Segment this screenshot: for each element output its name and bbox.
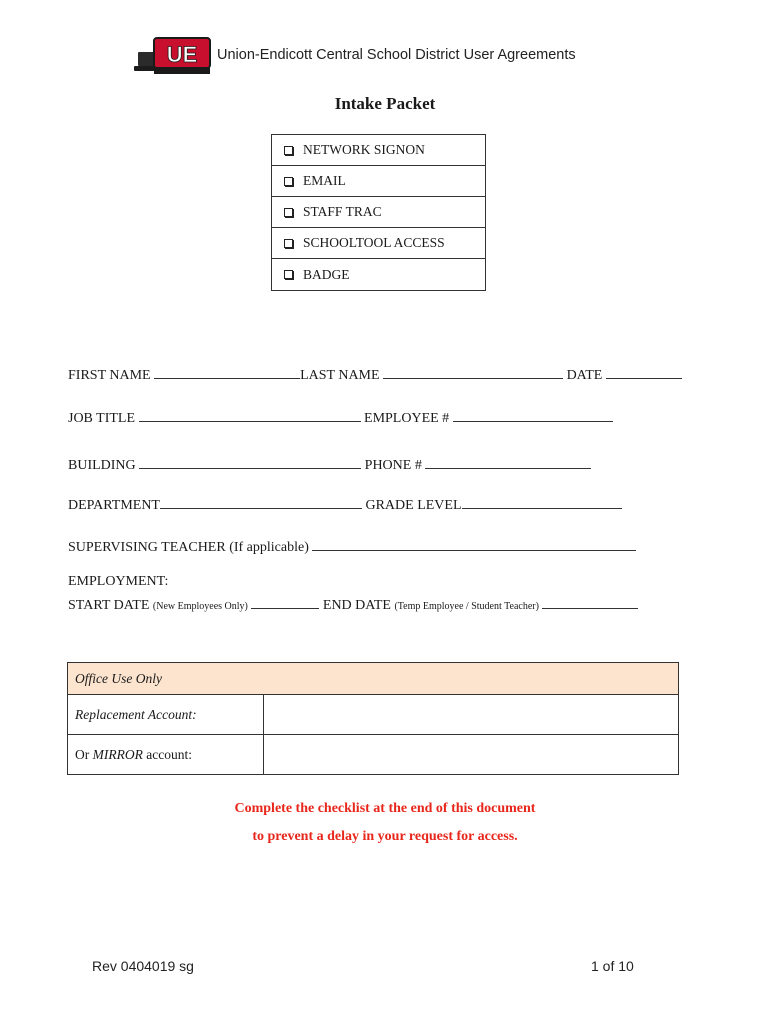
employment-dates-row <box>68 594 638 614</box>
access-checklist <box>271 134 486 291</box>
checkbox-icon[interactable] <box>284 208 293 217</box>
mirror-emphasis: MIRROR <box>92 746 143 762</box>
checklist-item-email[interactable] <box>272 166 485 197</box>
start-date-field[interactable] <box>251 594 319 609</box>
replacement-account-field[interactable] <box>264 695 679 735</box>
last-name-label: LAST NAME <box>300 368 380 383</box>
end-date-label: END DATE <box>322 598 391 613</box>
employee-number-field[interactable] <box>453 407 613 422</box>
job-title-label: JOB TITLE <box>68 411 136 426</box>
header-title: Union-Endicott Central School District User Agreements <box>217 47 576 63</box>
checkbox-icon[interactable] <box>284 177 293 186</box>
notice-line-1: Complete the checklist at the end of this document <box>234 801 536 816</box>
first-name-field[interactable] <box>154 364 300 379</box>
job-row <box>68 407 613 427</box>
checklist-item-badge[interactable] <box>272 259 485 290</box>
checklist-label: NETWORK SIGNON <box>303 142 425 157</box>
supervising-row <box>68 536 636 556</box>
job-title-field[interactable] <box>139 407 361 422</box>
phone-label: PHONE # <box>364 458 422 473</box>
office-use-header: Office Use Only <box>68 663 679 695</box>
employment-label: EMPLOYMENT: <box>68 574 169 589</box>
checklist-item-network-signon[interactable] <box>272 135 485 166</box>
checklist-item-staff-trac[interactable] <box>272 197 485 228</box>
employee-number-label: EMPLOYEE # <box>364 411 450 426</box>
notice-line-2: to prevent a delay in your request for access. <box>252 829 518 844</box>
building-label: BUILDING <box>68 458 136 473</box>
mirror-account-label <box>68 735 264 775</box>
name-date-row <box>68 364 682 384</box>
department-row <box>68 494 622 514</box>
first-name-label: FIRST NAME <box>68 368 151 383</box>
department-label: DEPARTMENT <box>68 498 160 513</box>
last-name-field[interactable] <box>383 364 563 379</box>
checkbox-icon[interactable] <box>284 239 293 248</box>
grade-level-field[interactable] <box>462 494 622 509</box>
page-number: 1 of 10 <box>591 958 634 974</box>
checklist-label: SCHOOLTOOL ACCESS <box>303 235 445 250</box>
grade-level-label: GRADE LEVEL <box>365 498 462 513</box>
supervising-teacher-field[interactable] <box>312 536 636 551</box>
phone-field[interactable] <box>425 454 591 469</box>
building-row <box>68 454 591 474</box>
district-logo <box>132 36 214 78</box>
checklist-label: EMAIL <box>303 173 346 188</box>
replacement-account-label: Replacement Account: <box>68 695 264 735</box>
checklist-label: STAFF TRAC <box>303 204 382 219</box>
end-date-field[interactable] <box>542 594 638 609</box>
date-label: DATE <box>566 368 603 383</box>
department-field[interactable] <box>160 494 362 509</box>
supervising-teacher-label: SUPERVISING TEACHER (If applicable) <box>68 540 309 555</box>
office-use-table <box>67 662 679 775</box>
mirror-account-field[interactable] <box>264 735 679 775</box>
checklist-item-schooltool-access[interactable] <box>272 228 485 259</box>
mirror-suffix: account: <box>146 746 192 762</box>
end-date-note: (Temp Employee / Student Teacher) <box>394 601 539 612</box>
start-date-note: (New Employees Only) <box>152 601 248 612</box>
page-title: Intake Packet <box>334 94 436 113</box>
mirror-prefix: Or <box>75 746 90 762</box>
building-field[interactable] <box>139 454 361 469</box>
checklist-label: BADGE <box>303 266 350 282</box>
logo-text: UE <box>166 42 198 67</box>
checkbox-icon[interactable] <box>284 270 293 279</box>
start-date-label: START DATE <box>68 598 150 613</box>
revision-label: Rev 0404019 sg <box>92 958 194 974</box>
checkbox-icon[interactable] <box>284 146 293 155</box>
date-field[interactable] <box>606 364 682 379</box>
